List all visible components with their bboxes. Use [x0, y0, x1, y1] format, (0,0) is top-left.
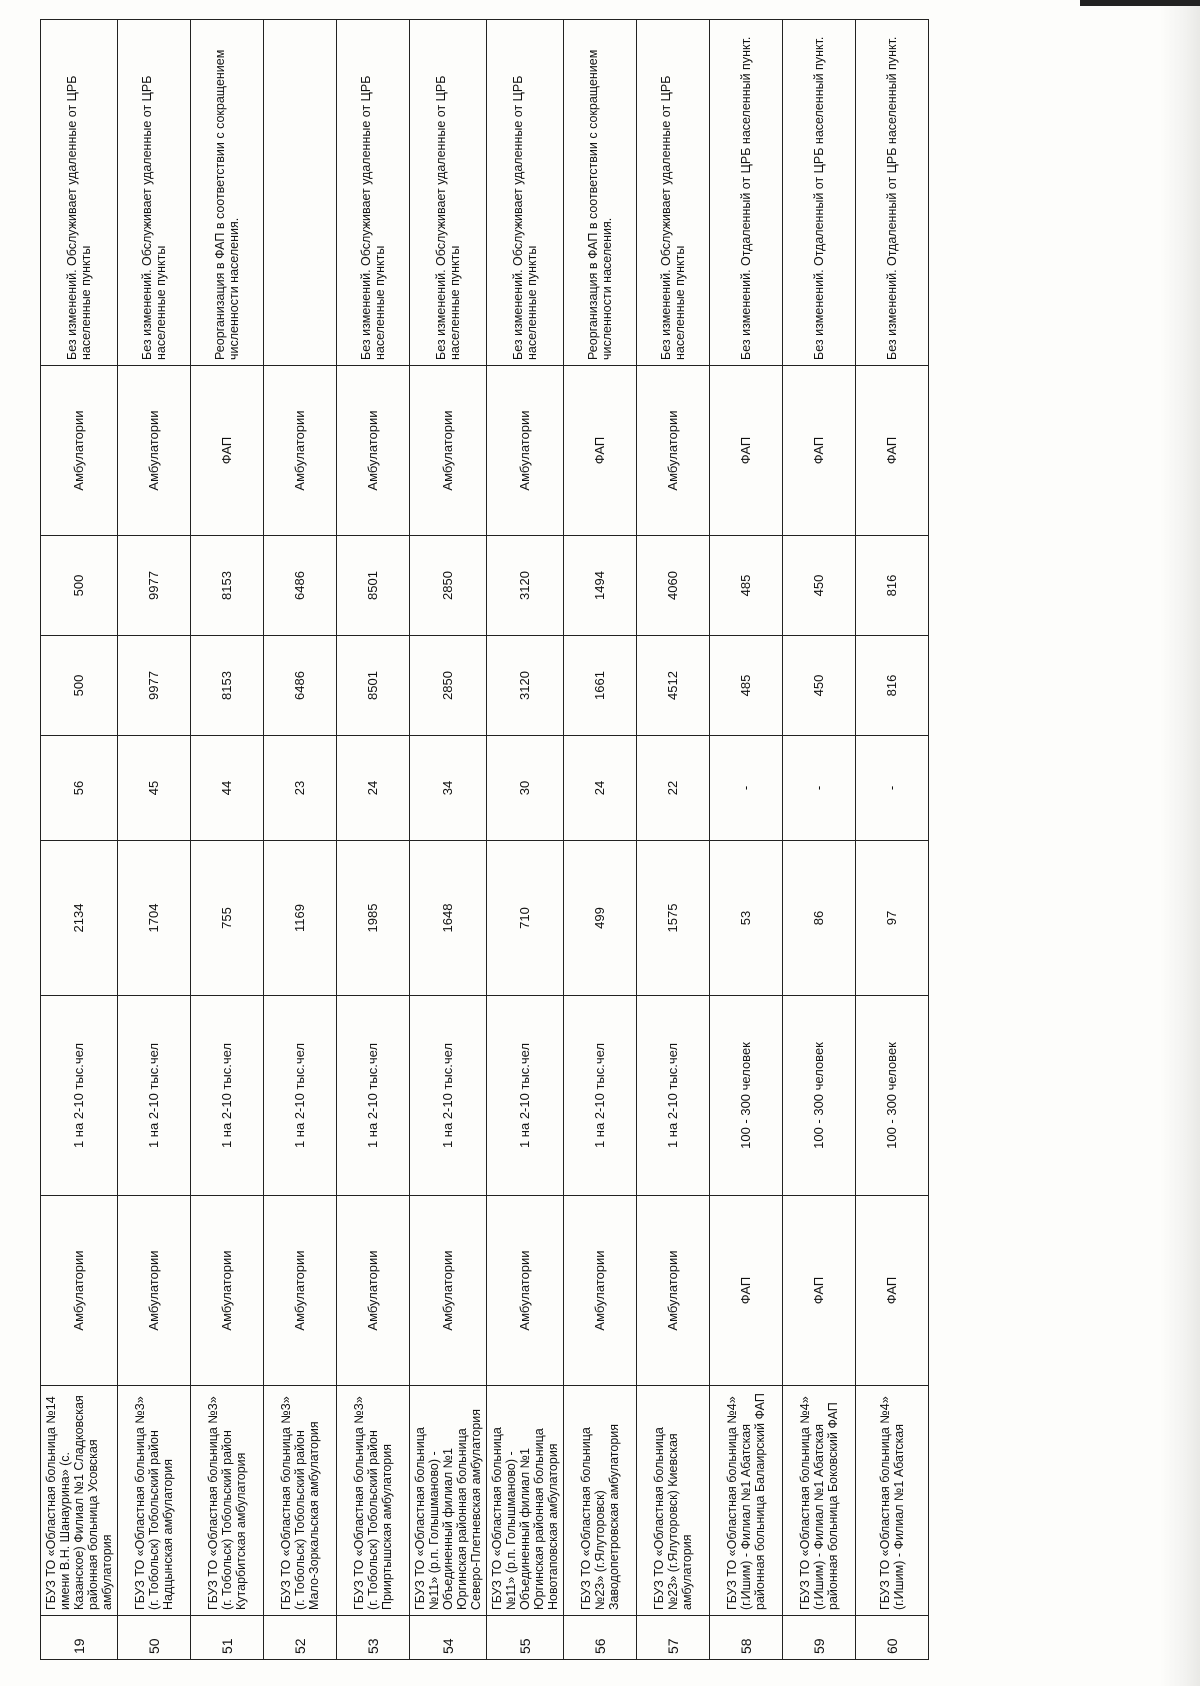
- decision-note: Без изменений. Отдаленный от ЦРБ населенный пункт.: [710, 20, 783, 366]
- facility-type: Амбулатории: [41, 1196, 118, 1386]
- table-row: [264, 20, 337, 1660]
- facility-type: Амбулатории: [637, 1196, 710, 1386]
- population-forecast: 6486: [264, 536, 337, 636]
- planned-type: ФАП: [783, 366, 856, 536]
- decision-note: Реорганизация в ФАП в соответствии с сокращением численности населения.: [191, 20, 264, 366]
- population-current: 1661: [564, 636, 637, 736]
- planned-type: Амбулатории: [41, 366, 118, 536]
- population-norm: 100 - 300 человек: [710, 996, 783, 1196]
- table-row: [710, 20, 783, 1660]
- decision-note: Без изменений. Обслуживает удаленные от ЦРБ населенные пункты: [410, 20, 487, 366]
- population-norm: 1 на 2-10 тыс.чел: [487, 996, 564, 1196]
- population-forecast: 450: [783, 536, 856, 636]
- population-norm: 1 на 2-10 тыс.чел: [191, 996, 264, 1196]
- population-current: 8501: [337, 636, 410, 736]
- facility-type: Амбулатории: [191, 1196, 264, 1386]
- facility-name: ГБУЗ ТО «Областная больница №3» (г. Тобольск) Тобольский район Кутарбитская амбулатория: [191, 1386, 264, 1616]
- population-norm: 1 на 2-10 тыс.чел: [337, 996, 410, 1196]
- facility-type: ФАП: [710, 1196, 783, 1386]
- staff-value: 44: [191, 736, 264, 841]
- planned-type: Амбулатории: [637, 366, 710, 536]
- staff-value: 24: [564, 736, 637, 841]
- distance-value: 2134: [41, 841, 118, 996]
- table-row: [564, 20, 637, 1660]
- distance-value: 1704: [118, 841, 191, 996]
- population-norm: 1 на 2-10 тыс.чел: [41, 996, 118, 1196]
- table-body: [41, 20, 929, 1660]
- row-number: 55: [487, 1616, 564, 1660]
- population-forecast: 9977: [118, 536, 191, 636]
- facility-name: ГБУЗ ТО «Областная больница №4» (г.Ишим) - Филиал №1 Абатская: [856, 1386, 929, 1616]
- row-number: 58: [710, 1616, 783, 1660]
- table-row: [191, 20, 264, 1660]
- staff-value: 22: [637, 736, 710, 841]
- distance-value: 53: [710, 841, 783, 996]
- facility-name: ГБУЗ ТО «Областная больница №3» (г. Тобольск) Тобольский район Надцынская амбулатория: [118, 1386, 191, 1616]
- population-forecast: 1494: [564, 536, 637, 636]
- table-row: [410, 20, 487, 1660]
- staff-value: -: [783, 736, 856, 841]
- population-forecast: 2850: [410, 536, 487, 636]
- decision-note: Без изменений. Обслуживает удаленные от ЦРБ населенные пункты: [118, 20, 191, 366]
- facility-type: Амбулатории: [410, 1196, 487, 1386]
- facility-type: ФАП: [783, 1196, 856, 1386]
- facility-type: Амбулатории: [118, 1196, 191, 1386]
- population-current: 8153: [191, 636, 264, 736]
- facility-name: ГБУЗ ТО «Областная больница №4» (г.Ишим) - Филиал №1 Абатская районная больница Боковский ФАП: [783, 1386, 856, 1616]
- population-norm: 100 - 300 человек: [856, 996, 929, 1196]
- planned-type: ФАП: [191, 366, 264, 536]
- staff-value: 34: [410, 736, 487, 841]
- row-number: 53: [337, 1616, 410, 1660]
- population-forecast: 4060: [637, 536, 710, 636]
- population-current: 485: [710, 636, 783, 736]
- decision-note: Без изменений. Обслуживает удаленные от ЦРБ населенные пункты: [637, 20, 710, 366]
- row-number: 50: [118, 1616, 191, 1660]
- facility-name: ГБУЗ ТО «Областная больница №3» (г. Тобольск) Тобольский район Мало-Зоркальская амбулатория: [264, 1386, 337, 1616]
- population-current: 6486: [264, 636, 337, 736]
- facility-name: ГБУЗ ТО «Областная больница №23» (г.Ялуторовск) Киевская амбулатория: [637, 1386, 710, 1616]
- facility-type: ФАП: [856, 1196, 929, 1386]
- distance-value: 1648: [410, 841, 487, 996]
- population-norm: 100 - 300 человек: [783, 996, 856, 1196]
- staff-value: 56: [41, 736, 118, 841]
- population-norm: 1 на 2-10 тыс.чел: [410, 996, 487, 1196]
- decision-note: Без изменений. Обслуживает удаленные от ЦРБ населенные пункты: [41, 20, 118, 366]
- population-current: 3120: [487, 636, 564, 736]
- row-number: 54: [410, 1616, 487, 1660]
- decision-note: Без изменений. Отдаленный от ЦРБ населенный пункт.: [856, 20, 929, 366]
- facility-name: ГБУЗ ТО «Областная больница №3» (г. Тобольск) Тобольский район Прииртышская амбулатория: [337, 1386, 410, 1616]
- staff-value: 24: [337, 736, 410, 841]
- distance-value: 710: [487, 841, 564, 996]
- population-forecast: 8153: [191, 536, 264, 636]
- population-current: 816: [856, 636, 929, 736]
- row-number: 56: [564, 1616, 637, 1660]
- facility-name: ГБУЗ ТО «Областная больница №23» (г.Ялуторовск) Заводопетровская амбулатория: [564, 1386, 637, 1616]
- staff-value: -: [710, 736, 783, 841]
- rotated-page: [40, 20, 1170, 1660]
- decision-note: Без изменений. Отдаленный от ЦРБ населенный пункт.: [783, 20, 856, 366]
- table-row: [118, 20, 191, 1660]
- row-number: 19: [41, 1616, 118, 1660]
- facility-name: ГБУЗ ТО «Областная больница №4» (г.Ишим) - Филиал №1 Абатская районная больница Балаирский ФАП: [710, 1386, 783, 1616]
- planned-type: Амбулатории: [487, 366, 564, 536]
- table-row: [783, 20, 856, 1660]
- facilities-table: [40, 19, 929, 1660]
- facility-type: Амбулатории: [564, 1196, 637, 1386]
- row-number: 60: [856, 1616, 929, 1660]
- population-current: 450: [783, 636, 856, 736]
- facility-name: ГБУЗ ТО «Областная больница №11» (р.п. Голышманово) - Объединенный филиал №1 Юргинская районная больница Северо-Плетневская амбулатория: [410, 1386, 487, 1616]
- facility-name: ГБУЗ ТО «Областная больница №11» (р.п. Голышманово) - Объединенный филиал №1 Юргинская районная больница Новотаповская амбулатория: [487, 1386, 564, 1616]
- population-norm: 1 на 2-10 тыс.чел: [118, 996, 191, 1196]
- population-forecast: 8501: [337, 536, 410, 636]
- row-number: 51: [191, 1616, 264, 1660]
- population-forecast: 816: [856, 536, 929, 636]
- facility-type: Амбулатории: [487, 1196, 564, 1386]
- decision-note: Реорганизация в ФАП в соответствии с сокращением численности населения.: [564, 20, 637, 366]
- population-forecast: 500: [41, 536, 118, 636]
- planned-type: ФАП: [564, 366, 637, 536]
- population-norm: 1 на 2-10 тыс.чел: [264, 996, 337, 1196]
- facility-type: Амбулатории: [337, 1196, 410, 1386]
- staff-value: -: [856, 736, 929, 841]
- decision-note: Без изменений. Обслуживает удаленные от ЦРБ населенные пункты: [487, 20, 564, 366]
- distance-value: 499: [564, 841, 637, 996]
- staff-value: 23: [264, 736, 337, 841]
- population-norm: 1 на 2-10 тыс.чел: [637, 996, 710, 1196]
- distance-value: 755: [191, 841, 264, 996]
- population-current: 2850: [410, 636, 487, 736]
- planned-type: Амбулатории: [410, 366, 487, 536]
- population-current: 4512: [637, 636, 710, 736]
- facility-name: ГБУЗ ТО «Областная больница №14 имени В.Н. Шанаурина» (с. Казанское) Филиал №1 Сладковская районная больница Усовская амбулатория: [41, 1386, 118, 1616]
- population-current: 500: [41, 636, 118, 736]
- distance-value: 1575: [637, 841, 710, 996]
- decision-note: [264, 20, 337, 366]
- staff-value: 45: [118, 736, 191, 841]
- distance-value: 97: [856, 841, 929, 996]
- table-row: [856, 20, 929, 1660]
- planned-type: Амбулатории: [118, 366, 191, 536]
- table-row: [337, 20, 410, 1660]
- table-row: [637, 20, 710, 1660]
- population-forecast: 485: [710, 536, 783, 636]
- distance-value: 1169: [264, 841, 337, 996]
- distance-value: 1985: [337, 841, 410, 996]
- planned-type: Амбулатории: [337, 366, 410, 536]
- population-norm: 1 на 2-10 тыс.чел: [564, 996, 637, 1196]
- planned-type: Амбулатории: [264, 366, 337, 536]
- planned-type: ФАП: [710, 366, 783, 536]
- row-number: 57: [637, 1616, 710, 1660]
- table-row: [41, 20, 118, 1660]
- table-row: [487, 20, 564, 1660]
- decision-note: Без изменений. Обслуживает удаленные от ЦРБ населенные пункты: [337, 20, 410, 366]
- distance-value: 86: [783, 841, 856, 996]
- population-forecast: 3120: [487, 536, 564, 636]
- row-number: 59: [783, 1616, 856, 1660]
- scan-corner-mark: [1080, 0, 1200, 6]
- planned-type: ФАП: [856, 366, 929, 536]
- population-current: 9977: [118, 636, 191, 736]
- facility-type: Амбулатории: [264, 1196, 337, 1386]
- row-number: 52: [264, 1616, 337, 1660]
- staff-value: 30: [487, 736, 564, 841]
